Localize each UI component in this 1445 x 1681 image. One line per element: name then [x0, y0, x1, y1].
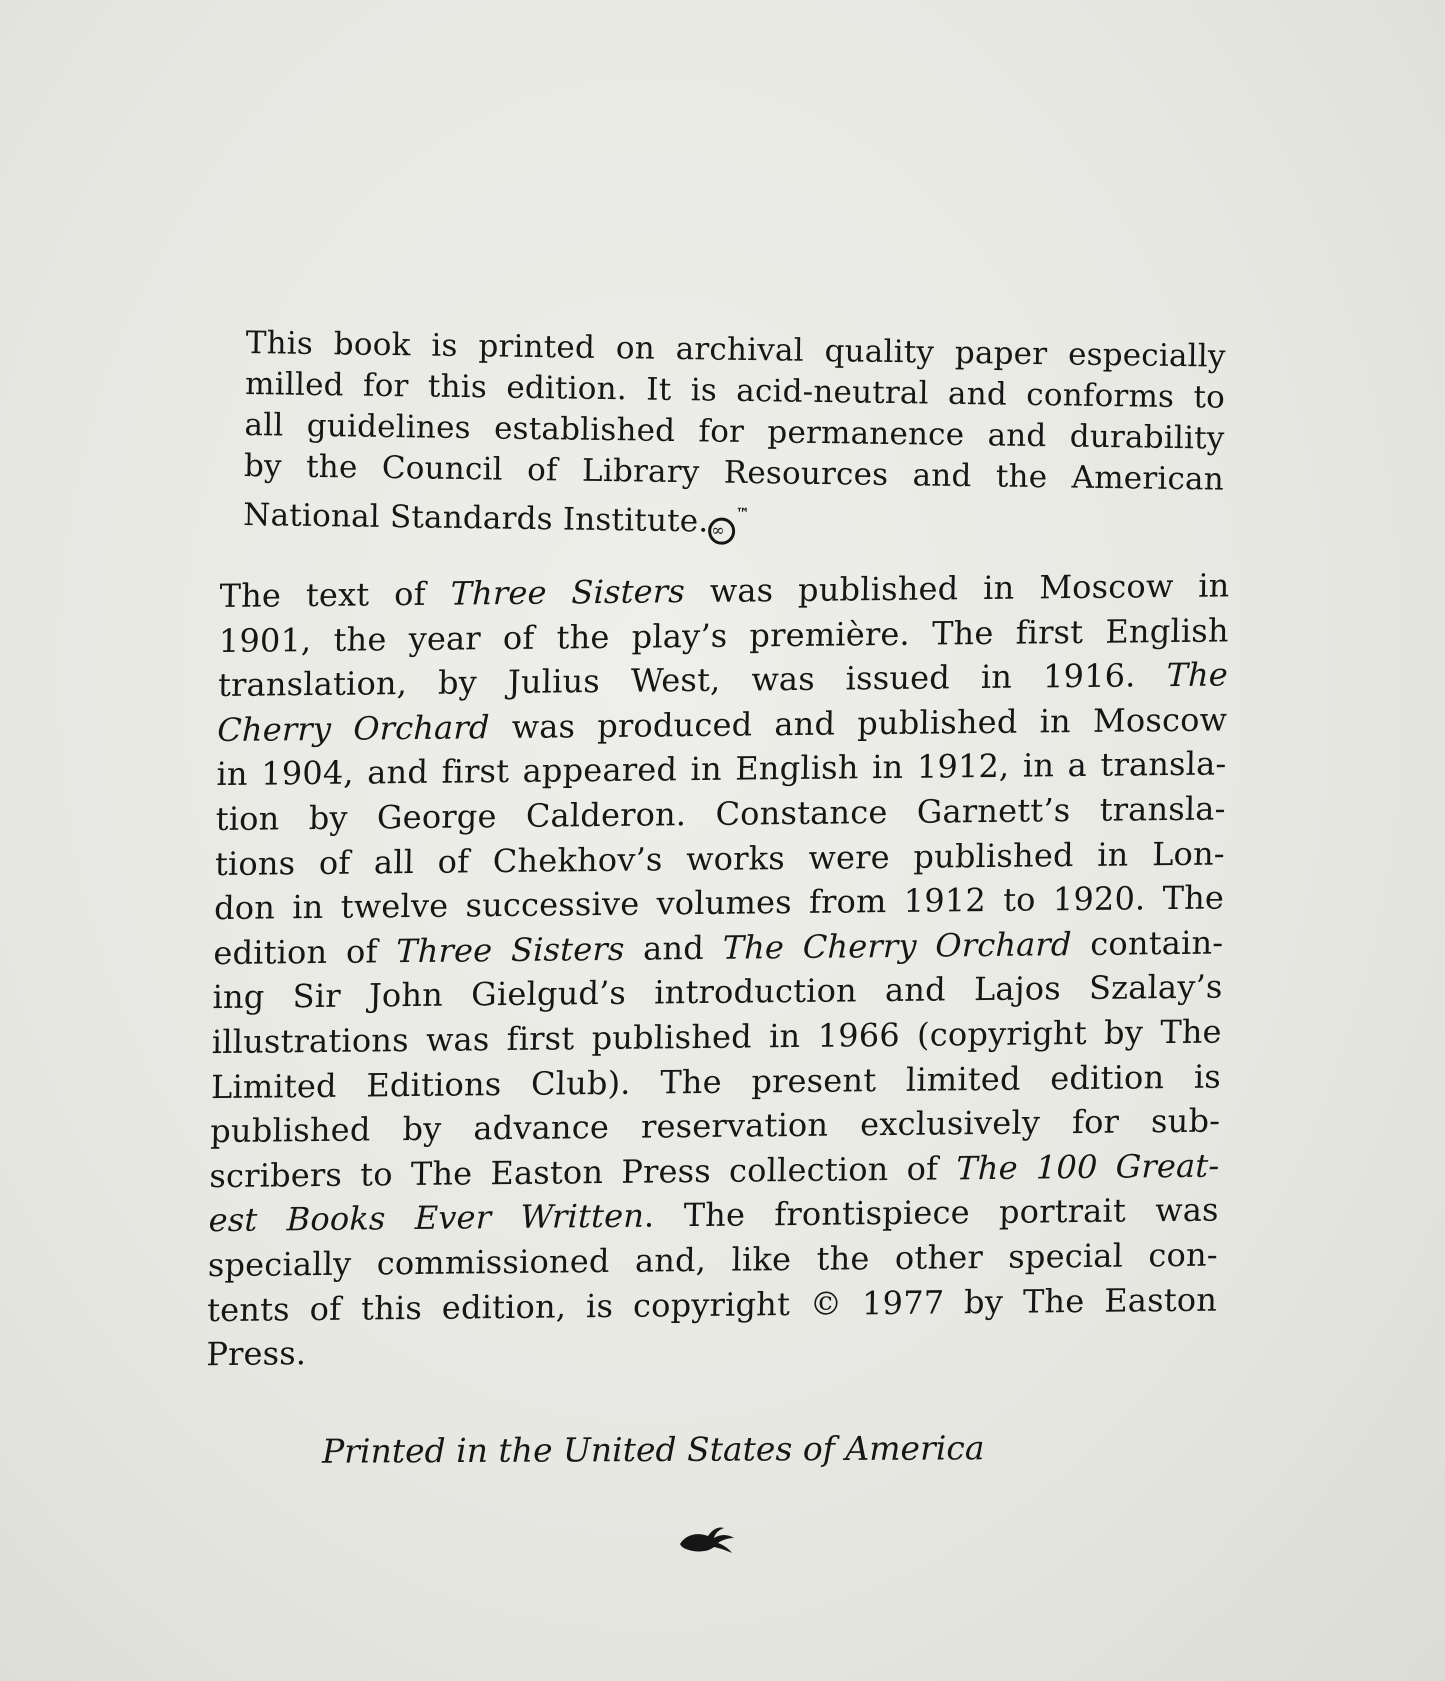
history-text: ing Sir John Gielgud’s introduction and Lajos Szalay’s	[212, 967, 1223, 1017]
paper-notice-line-3: all guidelines established for permanence and durability	[244, 406, 1225, 457]
italic-title-text: est Books Ever Written	[208, 1196, 645, 1240]
history-text: scribers to The Easton Press collection of	[209, 1149, 957, 1195]
history-text: edition of	[213, 931, 397, 972]
history-text: published by advance reservation exclusively for sub-	[209, 1101, 1221, 1151]
history-text: . The frontispiece portrait was	[643, 1190, 1220, 1235]
history-text: Press.	[206, 1334, 307, 1374]
history-text: Limited Editions Club). The present limited edition is	[210, 1057, 1222, 1106]
printed-in-usa-line: Printed in the United States of America	[321, 1428, 985, 1471]
italic-title-text: The 100 Great-	[955, 1146, 1220, 1188]
history-text: tions of all of Chekhov’s works were published in Lon-	[214, 834, 1226, 883]
history-text: tion by George Calderon. Constance Garnett’s transla-	[215, 789, 1226, 839]
history-text: illustrations was first published in 1966 (copyright by The	[211, 1012, 1223, 1062]
history-text: tents of this edition, is copyright © 1977 by The Easton	[206, 1280, 1218, 1329]
history-text: 1901, the year of the play’s première. The first English	[218, 611, 1230, 660]
paper-notice-line-5-text: National Standards Institute.	[243, 496, 709, 540]
trademark-symbol: ™	[735, 505, 750, 523]
italic-title-text: Cherry Orchard	[216, 707, 490, 749]
infinity-circle-icon: ∞	[708, 517, 735, 544]
fleuron-icon	[678, 1522, 736, 1554]
paper-notice-line-2: milled for this edition. It is acid-neutral and conforms to	[244, 365, 1226, 416]
italic-title-text: Three Sisters	[395, 929, 625, 970]
paper-notice-line-1: This book is printed on archival quality paper especially	[245, 324, 1226, 375]
history-text: contain-	[1071, 923, 1224, 963]
history-text: specially commissioned and, like the other special con-	[207, 1235, 1219, 1285]
history-text: don in twelve successive volumes from 1912 to 1920. The	[213, 878, 1225, 928]
paper-notice-paragraph	[243, 323, 1226, 552]
history-text: translation, by Julius West, was issued in 1916.	[217, 656, 1167, 705]
paper-notice-line-4: by the Council of Library Resources and the American	[243, 447, 1225, 498]
publication-history-paragraph	[206, 563, 1230, 1376]
italic-title-text: The Cherry Orchard	[722, 924, 1073, 967]
history-text: was produced and published in Moscow	[489, 700, 1228, 746]
history-text: was published in Moscow in	[684, 566, 1230, 611]
italic-title-text: Three Sisters	[450, 572, 686, 613]
history-text: The text of	[219, 574, 451, 616]
history-text: in 1904, and first appeared in English in 1912, in a transla-	[216, 744, 1227, 794]
italic-title-text: The	[1166, 655, 1229, 695]
history-text: and	[624, 928, 723, 968]
